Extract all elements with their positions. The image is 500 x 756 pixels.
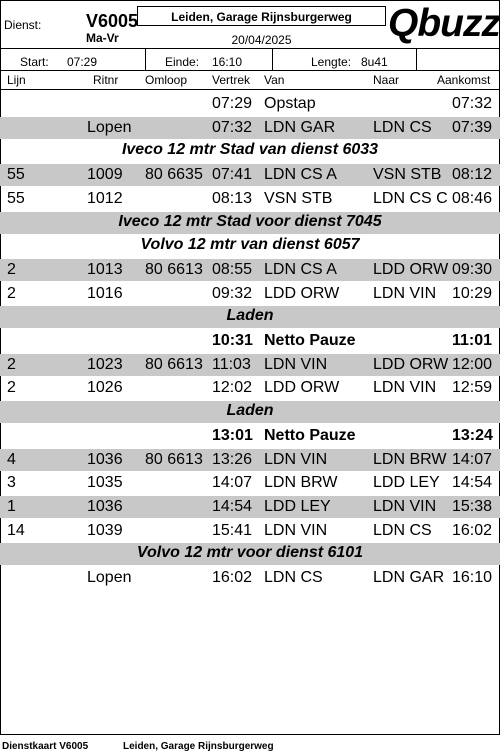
dienst-label: Dienst: [4, 18, 42, 32]
cell-van: Netto Pauze [264, 332, 356, 349]
dienst-code: V6005 [86, 11, 139, 31]
cell-ritnr: 1036 [87, 497, 123, 515]
location-box [137, 6, 386, 26]
cell-aankomst: 13:24 [452, 426, 493, 444]
cell-vertrek: 15:41 [212, 521, 253, 539]
col-aankomst: Aankomst [437, 73, 491, 87]
cell-aankomst: 15:38 [452, 497, 493, 515]
divider-start [145, 48, 146, 70]
cell-aankomst: 11:01 [452, 332, 493, 349]
cell-lijn: 3 [7, 474, 16, 492]
col-omloop: Omloop [145, 73, 188, 87]
lengte-value: 8u41 [361, 55, 388, 69]
einde-time: 16:10 [212, 55, 243, 69]
cell-van: LDD ORW [264, 379, 340, 397]
cell-lijn: 55 [7, 189, 25, 207]
table-row [0, 188, 500, 210]
table-section-title [0, 543, 500, 565]
cell-vertrek: 11:03 [212, 355, 251, 373]
cell-naar: LDN VIN [373, 284, 437, 302]
cell-van: LDN VIN [264, 450, 328, 468]
footer-right: Leiden, Garage Rijnsburgerweg [123, 741, 274, 752]
header-bottom [0, 70, 500, 71]
cell-lijn: 4 [7, 450, 16, 468]
cell-ritnr: 1035 [87, 474, 123, 492]
cell-aankomst: 08:12 [452, 166, 493, 184]
cell-vertrek: 16:02 [212, 569, 253, 586]
section-title-text: Volvo 12 mtr van dienst 6057 [140, 236, 360, 254]
cell-aankomst: 14:54 [452, 474, 493, 492]
table-row [0, 567, 500, 589]
table-row [0, 377, 500, 399]
table-row [0, 425, 500, 447]
cell-van: LDN CS [264, 569, 323, 586]
table-row [0, 449, 500, 471]
table-row [0, 93, 500, 115]
cell-lijn: 2 [7, 355, 16, 373]
table-row [0, 330, 500, 352]
lengte-label: Lengte: [311, 55, 352, 69]
cell-ritnr: 1016 [87, 284, 123, 302]
col-ritnr: Ritnr [93, 73, 119, 87]
cell-aankomst: 09:30 [452, 260, 493, 278]
cell-aankomst: 14:07 [452, 450, 493, 468]
header-divider [0, 48, 500, 49]
cell-van: LDN GAR [264, 118, 336, 136]
cell-vertrek: 09:32 [212, 284, 253, 302]
cell-naar: LDN CS [373, 118, 432, 136]
table-row [0, 164, 500, 186]
cell-omloop: 80 6613 [145, 450, 203, 468]
location-text: Leiden, Garage Rijnsburgerweg [171, 10, 352, 24]
section-title-text: Iveco 12 mtr Stad voor dienst 7045 [118, 212, 382, 230]
col-van: Van [264, 73, 285, 87]
cell-vertrek: 14:07 [212, 474, 253, 492]
col-naar: Naar [373, 73, 400, 87]
dienst-days: Ma-Vr [86, 31, 119, 45]
divider-einde [272, 48, 273, 70]
cell-van: LDN BRW [264, 474, 338, 492]
cell-van: LDD LEY [264, 497, 331, 515]
cell-aankomst: 07:32 [452, 95, 493, 112]
cell-vertrek: 13:26 [212, 450, 253, 468]
cell-naar: LDN CS [373, 521, 432, 539]
section-title-text: Laden [226, 402, 274, 420]
cell-aankomst: 10:29 [452, 284, 493, 302]
cell-lijn: 14 [7, 521, 25, 539]
cell-van: LDD ORW [264, 284, 340, 302]
table-row [0, 472, 500, 494]
cell-naar: VSN STB [373, 166, 442, 184]
cell-ritnr: 1023 [87, 355, 123, 373]
cell-ritnr: 1026 [87, 379, 123, 397]
cell-omloop: 80 6613 [145, 355, 203, 373]
cell-ritnr: 1013 [87, 260, 123, 278]
table-row [0, 354, 500, 376]
col-lijn: Lijn [7, 73, 26, 87]
cell-ritnr: Lopen [87, 118, 132, 136]
colhdr-divider [0, 89, 500, 90]
cell-van: LDN CS A [264, 260, 337, 278]
table-section-title [0, 235, 500, 257]
cell-vertrek: 07:32 [212, 118, 253, 136]
table-section-title [0, 401, 500, 423]
border-bottom [0, 734, 500, 735]
cell-aankomst: 16:10 [452, 569, 493, 586]
footer-left: Dienstkaart V6005 [2, 741, 89, 752]
cell-naar: LDN GAR [373, 569, 445, 586]
cell-omloop: 80 6635 [145, 166, 203, 184]
cell-vertrek: 12:02 [212, 379, 253, 397]
cell-lijn: 2 [7, 260, 16, 278]
cell-aankomst: 07:39 [452, 118, 493, 136]
cell-vertrek: 07:41 [212, 166, 253, 184]
cell-ritnr: 1009 [87, 166, 123, 184]
table-section-title [0, 212, 500, 234]
cell-naar: LDN CS C [373, 189, 448, 207]
cell-naar: LDD ORW [373, 260, 449, 278]
cell-omloop: 80 6613 [145, 260, 203, 278]
cell-van: VSN STB [264, 189, 333, 207]
cell-van: LDN CS A [264, 166, 337, 184]
qbuzz-logo: Qbuzz [388, 2, 500, 45]
cell-van: Netto Pauze [264, 426, 356, 444]
cell-lijn: 2 [7, 379, 16, 397]
cell-aankomst: 16:02 [452, 521, 493, 539]
table-row [0, 117, 500, 139]
cell-van: LDN VIN [264, 355, 328, 373]
section-title-text: Iveco 12 mtr Stad van dienst 6033 [121, 141, 379, 159]
cell-van: LDN VIN [264, 521, 328, 539]
cell-naar: LDN VIN [373, 497, 437, 515]
date-text: 20/04/2025 [231, 33, 292, 47]
cell-ritnr: 1012 [87, 189, 123, 207]
cell-aankomst: 12:00 [452, 355, 493, 373]
cell-ritnr: 1039 [87, 521, 123, 539]
start-time: 07:29 [67, 55, 98, 69]
cell-van: Opstap [264, 95, 316, 112]
cell-vertrek: 10:31 [212, 332, 253, 349]
cell-vertrek: 07:29 [212, 95, 253, 112]
cell-lijn: 55 [7, 166, 25, 184]
cell-naar: LDD LEY [373, 474, 440, 492]
section-title-text: Laden [226, 307, 274, 325]
einde-label: Einde: [165, 55, 200, 69]
cell-vertrek: 14:54 [212, 497, 253, 515]
cell-vertrek: 13:01 [212, 426, 253, 444]
cell-aankomst: 08:46 [452, 189, 493, 207]
table-section-title [0, 306, 500, 328]
border-top [0, 0, 500, 1]
divider-lengte [416, 48, 417, 70]
col-vertrek: Vertrek [212, 73, 251, 87]
cell-naar: LDD ORW [373, 355, 449, 373]
start-label: Start: [20, 55, 49, 69]
cell-ritnr: Lopen [87, 569, 132, 586]
cell-lijn: 2 [7, 284, 16, 302]
table-row [0, 520, 500, 542]
cell-naar: LDN BRW [373, 450, 447, 468]
table-section-title [0, 140, 500, 162]
table-row [0, 283, 500, 305]
cell-ritnr: 1036 [87, 450, 123, 468]
table-row [0, 496, 500, 518]
cell-aankomst: 12:59 [452, 379, 493, 397]
section-title-text: Volvo 12 mtr voor dienst 6101 [136, 544, 364, 562]
table-row [0, 259, 500, 281]
cell-naar: LDN VIN [373, 379, 437, 397]
cell-lijn: 1 [7, 497, 16, 515]
cell-vertrek: 08:55 [212, 260, 253, 278]
cell-vertrek: 08:13 [212, 189, 253, 207]
